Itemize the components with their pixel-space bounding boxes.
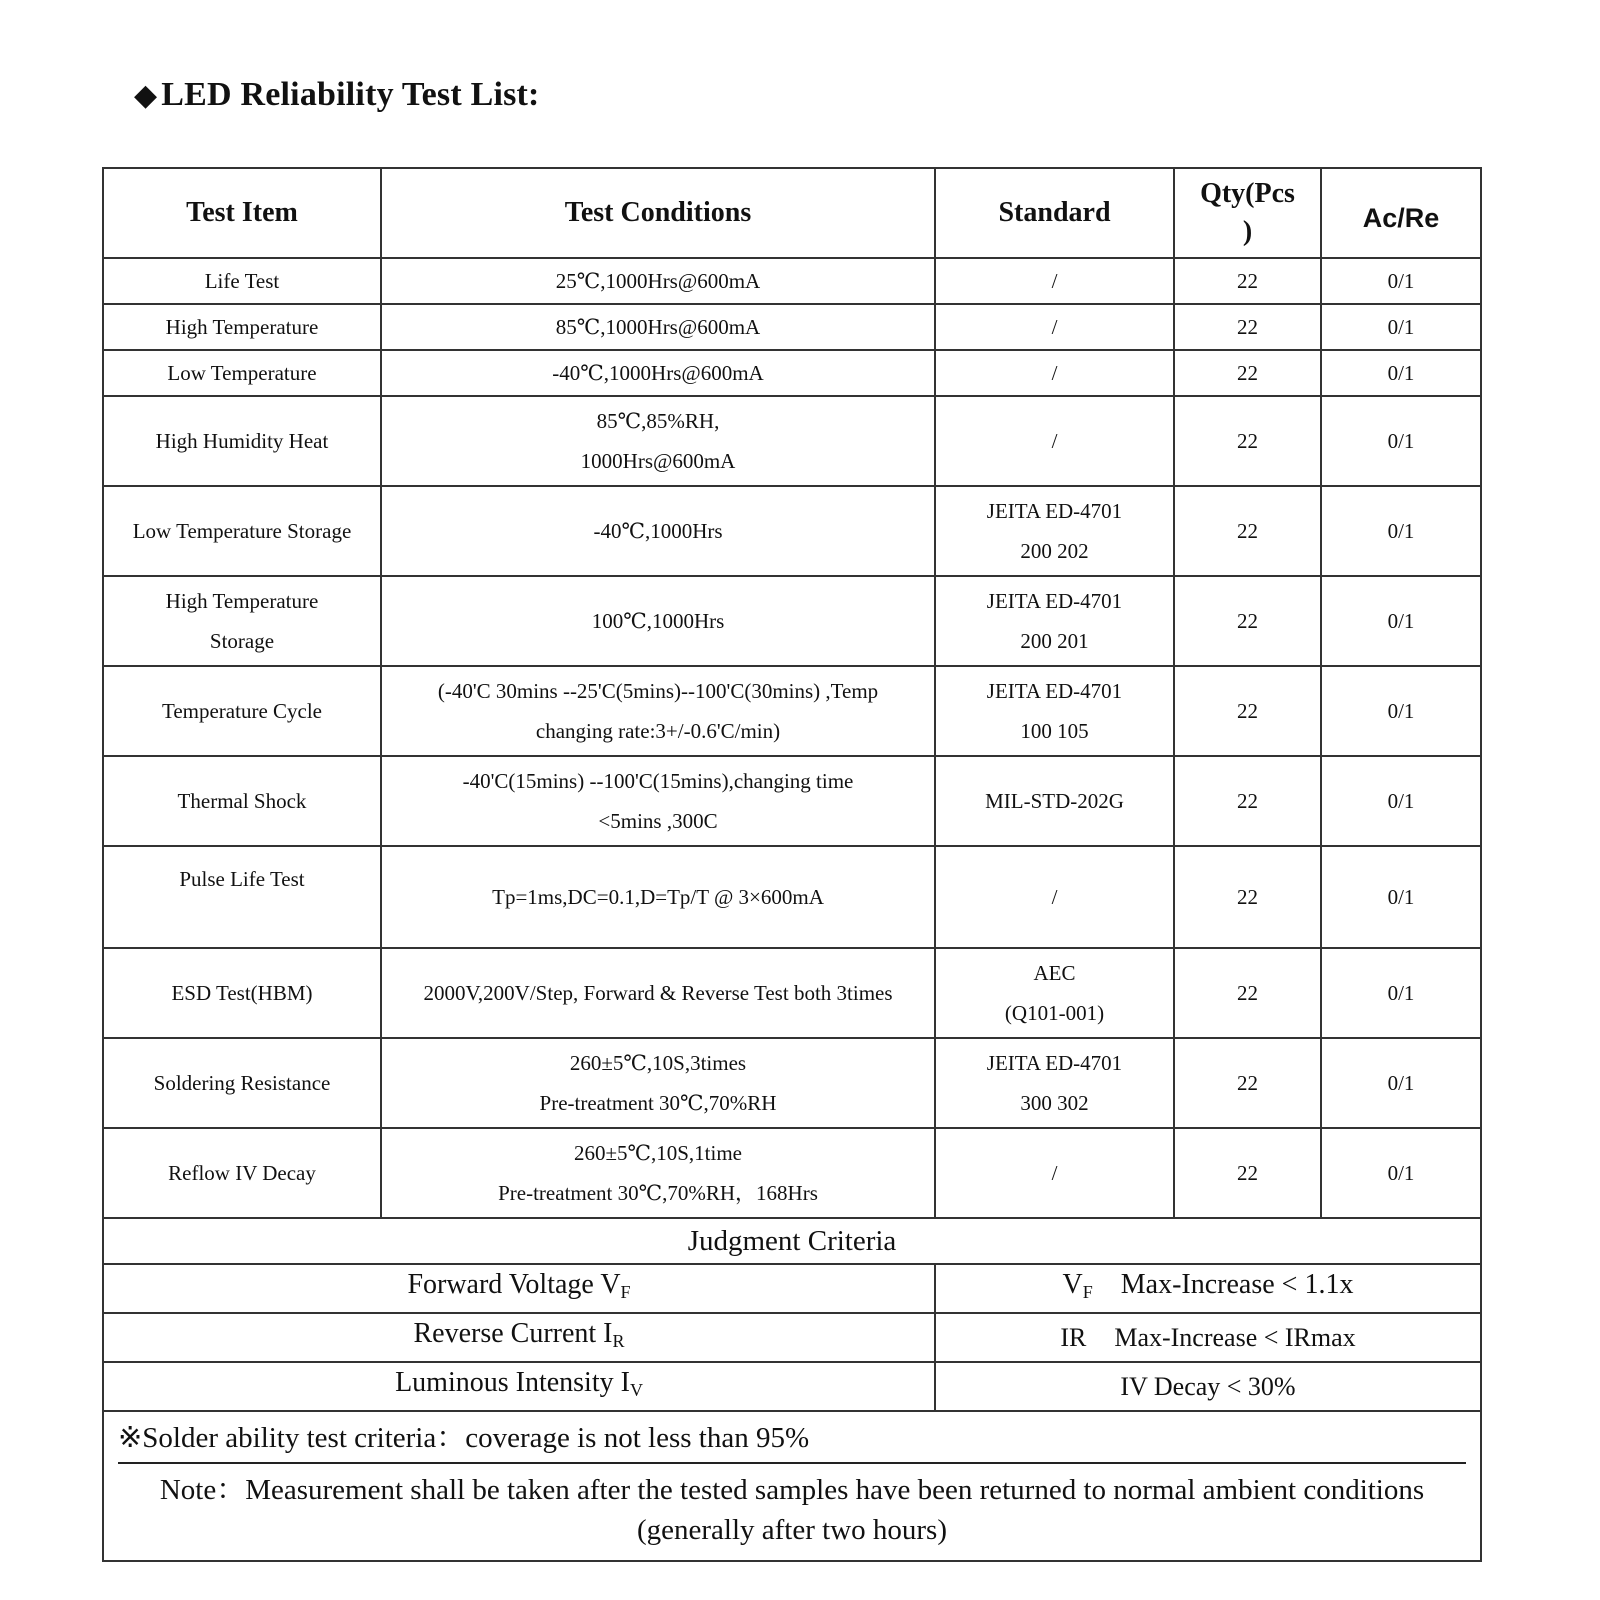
cell-test-item-line: Life Test — [204, 269, 280, 293]
cell-standard-line: / — [1051, 429, 1058, 453]
table-row — [103, 576, 1481, 666]
cell-test-conditions — [381, 304, 935, 350]
table-row — [103, 1038, 1481, 1128]
cell-test-conditions-line: <5mins ,300C — [598, 809, 718, 833]
cell-ac-re: 0/1 — [1321, 948, 1481, 1038]
criteria-symbol: IR — [1060, 1322, 1087, 1352]
cell-test-conditions-line: 1000Hrs@600mA — [580, 449, 736, 473]
table-row — [103, 846, 1481, 948]
cell-ac-re: 0/1 — [1321, 396, 1481, 486]
cell-qty: 22 — [1174, 576, 1321, 666]
cell-qty: 22 — [1174, 486, 1321, 576]
criteria-name — [103, 1313, 935, 1362]
cell-standard-line: / — [1051, 361, 1058, 385]
cell-ac-re: 0/1 — [1321, 1038, 1481, 1128]
cell-test-item — [103, 576, 381, 666]
cell-test-item — [103, 1128, 381, 1218]
cell-test-conditions — [381, 1038, 935, 1128]
cell-test-conditions-line: 85℃,85%RH, — [596, 409, 720, 433]
cell-test-item — [103, 1038, 381, 1128]
criteria-heading-row — [103, 1218, 1481, 1264]
criteria-row — [103, 1313, 1481, 1362]
criteria-symbol: V — [1062, 1269, 1083, 1300]
table-row — [103, 486, 1481, 576]
cell-test-conditions — [381, 486, 935, 576]
cell-ac-re: 0/1 — [1321, 304, 1481, 350]
cell-test-item-line: High Temperature — [165, 315, 319, 339]
criteria-heading: Judgment Criteria — [103, 1218, 1481, 1264]
cell-ac-re: 0/1 — [1321, 576, 1481, 666]
cell-standard — [935, 1128, 1174, 1218]
cell-ac-re: 0/1 — [1321, 666, 1481, 756]
criteria-name-subscript: V — [629, 1380, 643, 1400]
cell-test-conditions-line: -40℃,1000Hrs — [593, 519, 723, 543]
cell-test-conditions — [381, 576, 935, 666]
cell-test-item-line: Pulse Life Test — [179, 867, 305, 891]
cell-test-item-line: Low Temperature — [167, 361, 317, 385]
cell-test-item — [103, 304, 381, 350]
cell-test-conditions-line: 100℃,1000Hrs — [591, 609, 725, 633]
cell-standard — [935, 304, 1174, 350]
header-ac-re: Ac/Re — [1321, 168, 1481, 258]
cell-standard-line: 200 202 — [1020, 539, 1089, 563]
notes-row — [103, 1411, 1481, 1561]
page-title-text: LED Reliability Test List: — [161, 76, 540, 113]
cell-standard-line: JEITA ED-4701 — [986, 499, 1123, 523]
header-test-conditions: Test Conditions — [381, 168, 935, 258]
cell-qty: 22 — [1174, 846, 1321, 948]
cell-ac-re: 0/1 — [1321, 486, 1481, 576]
criteria-rule-text: Max-Increase < IRmax — [1114, 1322, 1356, 1352]
criteria-name-subscript: R — [612, 1331, 625, 1351]
cell-test-item — [103, 486, 381, 576]
cell-test-conditions — [381, 350, 935, 396]
cell-qty: 22 — [1174, 756, 1321, 846]
cell-ac-re: 0/1 — [1321, 846, 1481, 948]
cell-test-item-line: High Temperature — [165, 589, 319, 613]
cell-test-item — [103, 396, 381, 486]
cell-test-conditions-line: 25℃,1000Hrs@600mA — [555, 269, 761, 293]
cell-test-item — [103, 756, 381, 846]
cell-test-item-line: Storage — [209, 629, 275, 653]
cell-test-conditions — [381, 666, 935, 756]
criteria-rule-text: Max-Increase < 1.1x — [1120, 1269, 1354, 1300]
criteria-rule — [935, 1313, 1481, 1362]
cell-test-conditions-line: 2000V,200V/Step, Forward & Reverse Test both 3times — [423, 981, 893, 1005]
criteria-row — [103, 1362, 1481, 1411]
header-test-item: Test Item — [103, 168, 381, 258]
cell-standard — [935, 1038, 1174, 1128]
cell-standard — [935, 576, 1174, 666]
cell-test-item-line: ESD Test(HBM) — [171, 981, 313, 1005]
cell-test-conditions-line: 260±5℃,10S,3times — [569, 1051, 747, 1075]
cell-test-item-line: Low Temperature Storage — [132, 519, 352, 543]
notes-cell — [103, 1411, 1481, 1561]
criteria-name — [103, 1362, 935, 1411]
reliability-test-table — [102, 167, 1482, 1562]
cell-test-conditions-line: Tp=1ms,DC=0.1,D=Tp/T @ 3×600mA — [492, 885, 824, 909]
cell-standard-line: / — [1051, 269, 1058, 293]
criteria-name-subscript: F — [620, 1282, 631, 1302]
cell-qty: 22 — [1174, 258, 1321, 304]
cell-test-conditions — [381, 396, 935, 486]
cell-standard-line: (Q101-001) — [1004, 1001, 1105, 1025]
cell-test-conditions — [381, 846, 935, 948]
cell-qty: 22 — [1174, 1128, 1321, 1218]
header-qty — [1174, 168, 1321, 258]
cell-test-item-line: High Humidity Heat — [155, 429, 329, 453]
cell-ac-re: 0/1 — [1321, 258, 1481, 304]
criteria-row — [103, 1264, 1481, 1313]
cell-test-item — [103, 258, 381, 304]
cell-test-conditions-line: 260±5℃,10S,1time — [573, 1141, 743, 1165]
cell-standard-line: JEITA ED-4701 — [986, 679, 1123, 703]
header-standard: Standard — [935, 168, 1174, 258]
criteria-rule — [935, 1362, 1481, 1411]
criteria-rule-text: IV Decay < 30% — [1120, 1371, 1296, 1401]
solder-criteria-note: ※Solder ability test criteria：coverage is not less than 95% — [118, 1412, 1466, 1464]
table-row — [103, 258, 1481, 304]
criteria-symbol-subscript: F — [1082, 1282, 1093, 1302]
criteria-name-text: Luminous Intensity I — [395, 1367, 630, 1398]
cell-standard — [935, 666, 1174, 756]
cell-ac-re: 0/1 — [1321, 1128, 1481, 1218]
header-qty-text: Qty(Pcs ) — [1200, 178, 1295, 247]
cell-standard-line: / — [1051, 1161, 1058, 1185]
cell-test-item-line: Temperature Cycle — [161, 699, 323, 723]
table-row — [103, 666, 1481, 756]
diamond-bullet-icon: ◆ — [134, 79, 158, 112]
table-row — [103, 396, 1481, 486]
cell-standard-line: 200 201 — [1020, 629, 1089, 653]
cell-qty: 22 — [1174, 1038, 1321, 1128]
cell-standard-line: MIL-STD-202G — [985, 789, 1124, 813]
cell-test-conditions-line: changing rate:3+/-0.6'C/min) — [535, 719, 781, 743]
cell-qty: 22 — [1174, 396, 1321, 486]
cell-standard-line: AEC — [1033, 961, 1076, 985]
table-row — [103, 350, 1481, 396]
cell-test-conditions — [381, 1128, 935, 1218]
cell-standard-line: JEITA ED-4701 — [986, 1051, 1123, 1075]
criteria-name-text: Forward Voltage V — [407, 1269, 621, 1300]
table-row — [103, 304, 1481, 350]
cell-test-conditions-line: -40℃,1000Hrs@600mA — [552, 361, 764, 385]
measurement-note: Note：Measurement shall be taken after the tested samples have been returned to normal ambient conditions (generally after two hours) — [159, 1474, 1425, 1546]
cell-qty: 22 — [1174, 350, 1321, 396]
cell-test-conditions — [381, 948, 935, 1038]
cell-test-conditions-line: -40'C(15mins) --100'C(15mins),changing time — [462, 769, 854, 793]
cell-standard — [935, 396, 1174, 486]
cell-standard — [935, 948, 1174, 1038]
criteria-rule — [935, 1264, 1481, 1313]
cell-ac-re: 0/1 — [1321, 350, 1481, 396]
cell-standard-line: / — [1051, 315, 1058, 339]
cell-test-conditions-line: (-40'C 30mins --25'C(5mins)--100'C(30mins) ,Temp — [437, 679, 879, 703]
cell-qty: 22 — [1174, 948, 1321, 1038]
cell-test-item — [103, 948, 381, 1038]
cell-qty: 22 — [1174, 666, 1321, 756]
cell-ac-re: 0/1 — [1321, 756, 1481, 846]
cell-test-conditions-line: Pre-treatment 30℃,70%RH — [539, 1091, 777, 1115]
page-title — [134, 76, 540, 114]
cell-test-item — [103, 350, 381, 396]
cell-test-conditions-line: Pre-treatment 30℃,70%RH，168Hrs — [498, 1181, 818, 1205]
cell-standard-line: 100 105 — [1020, 719, 1089, 743]
cell-test-conditions — [381, 258, 935, 304]
criteria-name-text: Reverse Current I — [413, 1318, 613, 1349]
cell-standard — [935, 486, 1174, 576]
cell-standard — [935, 350, 1174, 396]
table-header-row — [103, 168, 1481, 258]
cell-standard — [935, 258, 1174, 304]
table-row — [103, 1128, 1481, 1218]
cell-test-item — [103, 666, 381, 756]
cell-test-conditions-line: 85℃,1000Hrs@600mA — [555, 315, 761, 339]
cell-test-item-line: Soldering Resistance — [153, 1071, 331, 1095]
cell-standard-line: 300 302 — [1020, 1091, 1089, 1115]
cell-standard-line: / — [1051, 885, 1058, 909]
cell-standard-line: JEITA ED-4701 — [986, 589, 1123, 613]
cell-test-item — [103, 846, 381, 948]
cell-qty: 22 — [1174, 304, 1321, 350]
cell-test-conditions — [381, 756, 935, 846]
criteria-name — [103, 1264, 935, 1313]
cell-standard — [935, 756, 1174, 846]
table-row — [103, 756, 1481, 846]
table-row — [103, 948, 1481, 1038]
cell-test-item-line: Thermal Shock — [177, 789, 307, 813]
cell-standard — [935, 846, 1174, 948]
cell-test-item-line: Reflow IV Decay — [168, 1161, 316, 1185]
